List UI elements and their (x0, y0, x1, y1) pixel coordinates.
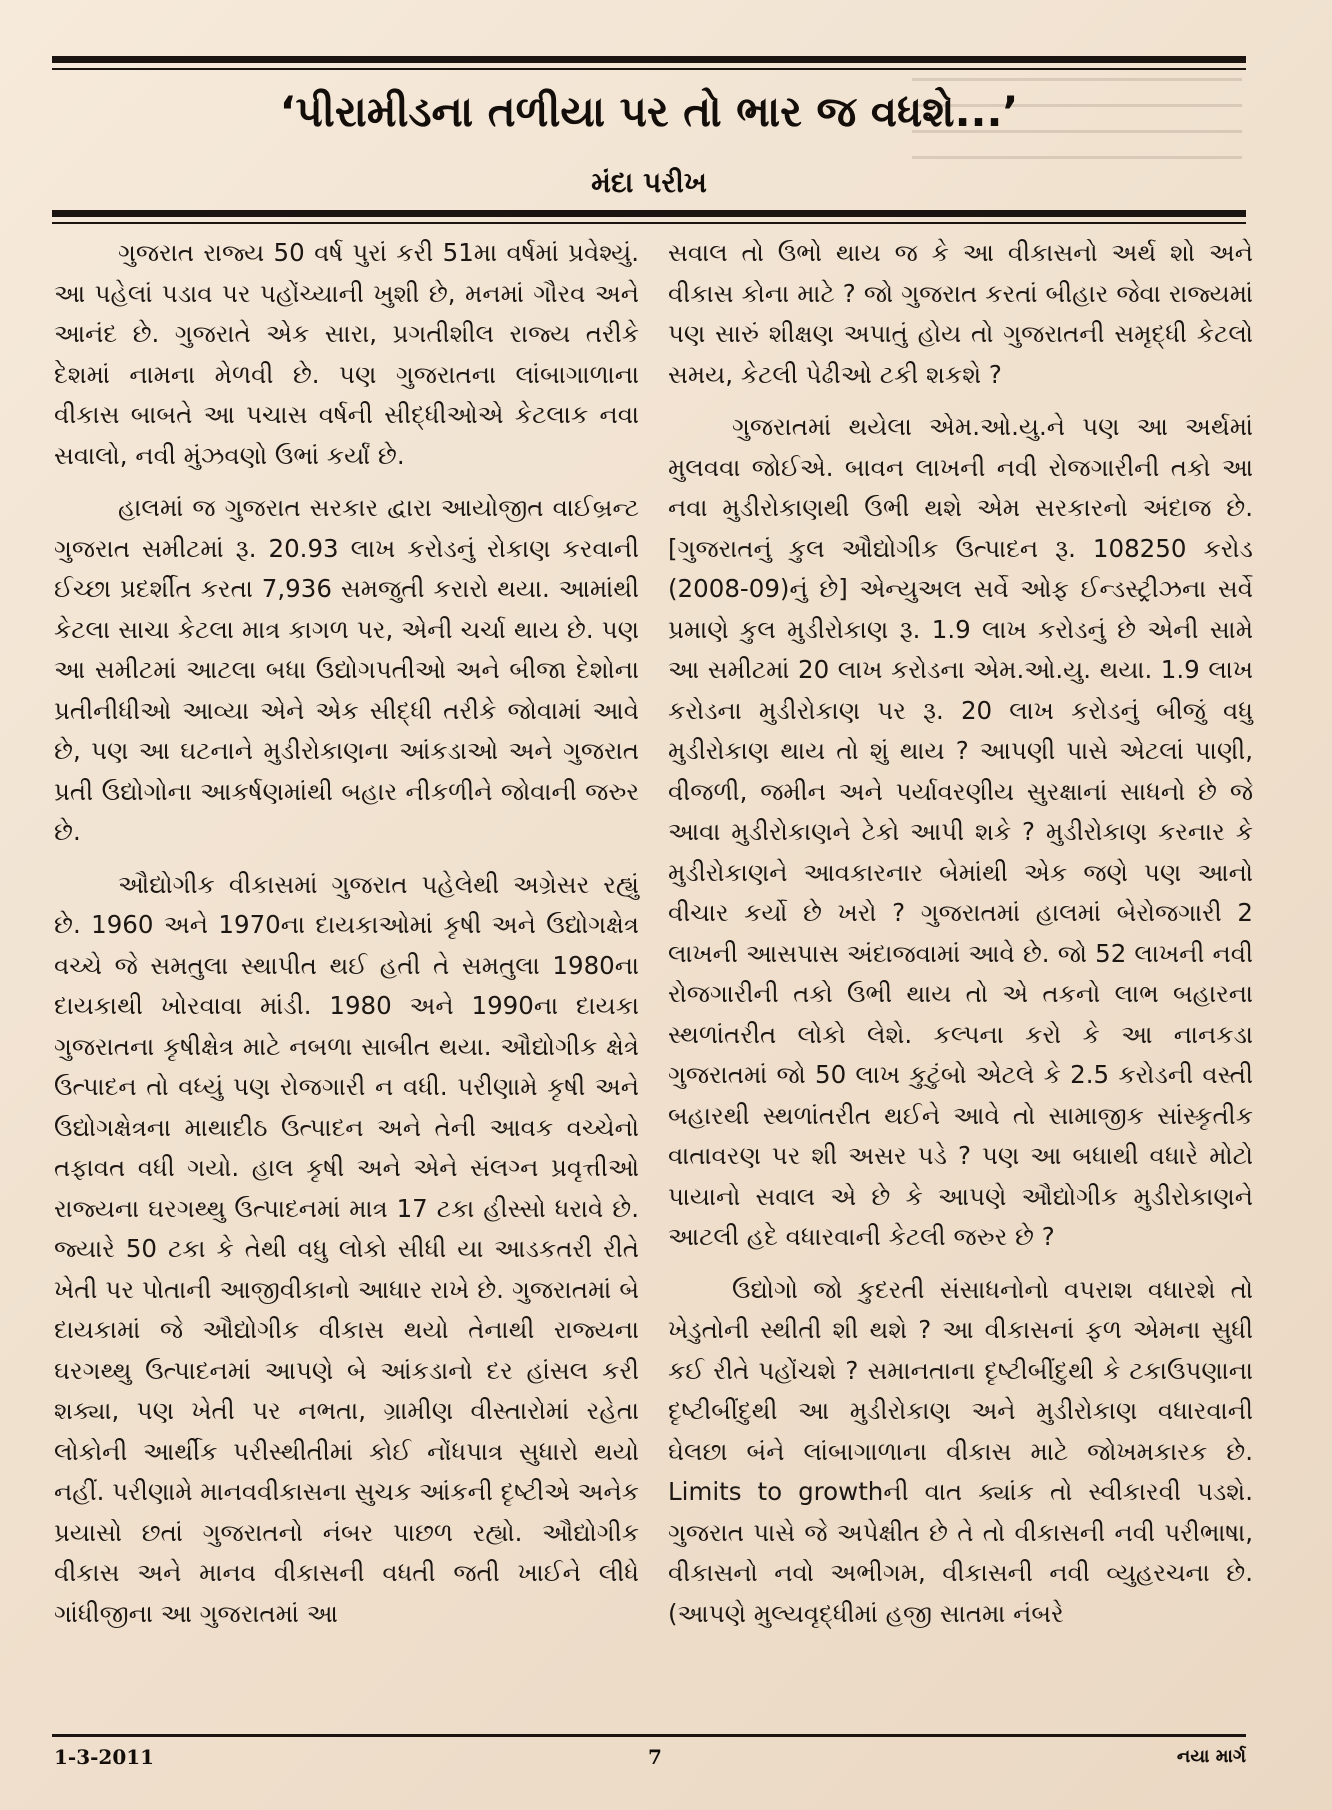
article-headline: ‘પીરામીડના તળીયા પર તો ભાર જ વધશે...’ (279, 87, 1019, 136)
page-number: 7 (648, 1745, 662, 1769)
footer-rule (52, 1734, 1246, 1737)
header-bottom-thin-rule (52, 222, 1246, 224)
left-paragraph-1: ગુજરાત રાજ્ય 50 વર્ષ પુરાં કરી 51મા વર્ષમાં પ્રવેશ્યું. આ પહેલાં પડાવ પર પહોંચ્યાની ખુશી છે, મનમાં ગૌરવ અને આનંદ છે. ગુજરાતે એક સારા, પ્રગતીશીલ રાજ્ય તરીકે દેશમાં નામના મેળવી છે. પણ ગુજરાતના લાંબાગાળાના વીકાસ બાબતે આ પચાસ વર્ષની સીદ્ધીઓએ કેટલાક નવા સવાલો, નવી મુંઝવણો ઉભાં કર્યાં છે. (54, 238, 639, 470)
right-paragraph-1: સવાલ તો ઉભો થાય જ કે આ વીકાસનો અર્થ શો અને વીકાસ કોના માટે ? જો ગુજરાત કરતાં બીહાર જેવા રાજ્યમાં પણ સારું શીક્ષણ અપાતું હોય તો ગુજરાતની સમૃદ્ધી કેટલો સમય, કેટલી પેઢીઓ ટકી શકશે ? (668, 238, 1253, 389)
header-top-thin-rule (52, 68, 1246, 70)
left-paragraph-3: ઔદ્યોગીક વીકાસમાં ગુજરાત પહેલેથી અગ્રેસર રહ્યું છે. 1960 અને 1970ના દાયકાઓમાં કૃષી અને ઉદ્યોગક્ષેત્ર વચ્ચે જે સમતુલા સ્થાપીત થઈ હતી તે સમતુલા 1980ના દાયકાથી ખોરવાવા માંડી. 1980 અને 1990ના દાયકા ગુજરાતના કૃષીક્ષેત્ર માટે નબળા સાબીત થયા. ઔદ્યોગીક ક્ષેત્રે ઉત્પાદન તો વધ્યું પણ રોજગારી ન વધી. પરીણામે કૃષી અને ઉદ્યોગક્ષેત્રના માથાદીઠ ઉત્પાદન અને તેની આવક વચ્ચેનો તફાવત વધી ગયો. હાલ કૃષી અને એને સંલગ્ન પ્રવૃત્તીઓ રાજ્યના ઘરગથ્થુ ઉત્પાદનમાં માત્ર 17 ટકા હીસ્સો ધરાવે છે. જ્યારે 50 ટકા કે તેથી વધુ લોકો સીધી યા આડકતરી રીતે ખેતી પર પોતાની આજીવીકાનો આધાર રાખે છે. ગુજરાતમાં બે દાયકામાં જે ઔદ્યોગીક વીકાસ થયો તેનાથી રાજ્યના ઘરગથ્થુ ઉત્પાદનમાં આપણે બે આંકડાનો દર હાંસલ કરી શક્યા, પણ ખેતી પર નભતા, ગ્રામીણ વીસ્તારોમાં રહેતા લોકોની આર્થીક પરીસ્થીતીમાં કોઈ નોંધપાત્ર સુધારો થયો નહીં. પરીણામે માનવવીકાસના સુચક આંકની દૃષ્ટીએ અનેક પ્રયાસો છતાં ગુજરાતનો નંબર પાછળ રહ્યો. ઔદ્યોગીક વીકાસ અને માનવ વીકાસની વધતી જતી ખાઈને લીધે ગાંધીજીના આ ગુજરાતમાં આ (54, 869, 639, 1628)
left-paragraph-2: હાલમાં જ ગુજરાત સરકાર દ્વારા આયોજીત વાઈબ્રન્ટ ગુજરાત સમીટમાં રૂ. 20.93 લાખ કરોડનું રોકાણ કરવાની ઈચ્છા પ્રદર્શીત કરતા 7,936 સમજુતી કરારો થયા. આમાંથી કેટલા સાચા કેટલા માત્ર કાગળ પર, એની ચર્ચા થાય છે. પણ આ સમીટમાં આટલા બધા ઉદ્યોગપતીઓ અને બીજા દેશોના પ્રતીનીધીઓ આવ્યા એને એક સીદ્ધી તરીકે જોવામાં આવે છે, પણ આ ઘટનાને મુડીરોકાણના આંકડાઓ અને ગુજરાત પ્રતી ઉદ્યોગોના આકર્ષણમાંથી બહાર નીકળીને જોવાની જરુર છે. (54, 493, 639, 846)
header-bottom-rule (52, 210, 1246, 217)
right-paragraph-2: ગુજરાતમાં થયેલા એમ.ઓ.યુ.ને પણ આ અર્થમાં મુલવવા જોઈએ. બાવન લાખની નવી રોજગારીની તકો આ નવા મુડીરોકાણથી ઉભી થશે એમ સરકારનો અંદાજ છે. [ગુજરાતનું કુલ ઔદ્યોગીક ઉત્પાદન રૂ. 108250 કરોડ (2008-09)નું છે] એન્યુઅલ સર્વે ઓફ ઈન્ડસ્ટ્રીઝના સર્વે પ્રમાણે કુલ મુડીરોકાણ રૂ. 1.9 લાખ કરોડનું છે એની સામે આ સમીટમાં 20 લાખ કરોડના એમ.ઓ.યુ. થયા. 1.9 લાખ કરોડના મુડીરોકાણ પર રૂ. 20 લાખ કરોડનું બીજું વધુ મુડીરોકાણ થાય તો શું થાય ? આપણી પાસે એટલાં પાણી, વીજળી, જમીન અને પર્યાવરણીય સુરક્ષાનાં સાધનો છે જે આવા મુડીરોકાણને ટેકો આપી શકે ? મુડીરોકાણ કરનાર કે મુડીરોકાણને આવકારનાર બેમાંથી એક જણે પણ આનો વીચાર કર્યો છે ખરો ? ગુજરાતમાં હાલમાં બેરોજગારી 2 લાખની આસપાસ અંદાજવામાં આવે છે. જો 52 લાખની નવી રોજગારીની તકો ઉભી થાય તો એ તકનો લાભ બહારના સ્થળાંતરીત લોકો લેશે. કલ્પના કરો કે આ નાનકડા ગુજરાતમાં જો 50 લાખ કુટુંબો એટલે કે 2.5 કરોડની વસ્તી બહારથી સ્થળાંતરીત થઈને આવે તો સામાજીક સાંસ્કૃતીક વાતાવરણ પર શી અસર પડે ? પણ આ બધાથી વધારે મોટો પાયાનો સવાલ એ છે કે આપણે ઔદ્યોગીક મુડીરોકાણને આટલી હદે વધારવાની કેટલી જરુર છે ? (668, 412, 1253, 1251)
publication-name: નયા માર્ગ (1176, 1746, 1246, 1767)
right-paragraph-3: ઉદ્યોગો જો કુદરતી સંસાધનોનો વપરાશ વધારશે તો ખેડુતોની સ્થીતી શી થશે ? આ વીકાસનાં ફળ એમના સુધી કઈ રીતે પહોંચશે ? સમાનતાના દૃષ્ટીબીંદુથી કે ટકાઉપણાના દૃષ્ટીબીંદુથી આ મુડીરોકાણ અને મુડીરોકાણ વધારવાની ઘેલછા બંને લાંબાગાળાના વીકાસ માટે જોખમકારક છે. Limits to growthની વાત ક્યાંક તો સ્વીકારવી પડશે. ગુજરાત પાસે જે અપેક્ષીત છે તે તો વીકાસની નવી પરીભાષા, વીકાસનો નવો અભીગમ, વીકાસની નવી વ્યુહરચના છે. (આપણે મુલ્યવૃદ્ધીમાં હજી સાતમા નંબરે (668, 1274, 1253, 1628)
header-top-rule (52, 56, 1246, 63)
right-column (668, 233, 1253, 1646)
issue-date: 1-3-2011 (54, 1745, 155, 1769)
left-column (54, 233, 639, 1646)
article-author: મંદા પરીખ (591, 166, 707, 199)
